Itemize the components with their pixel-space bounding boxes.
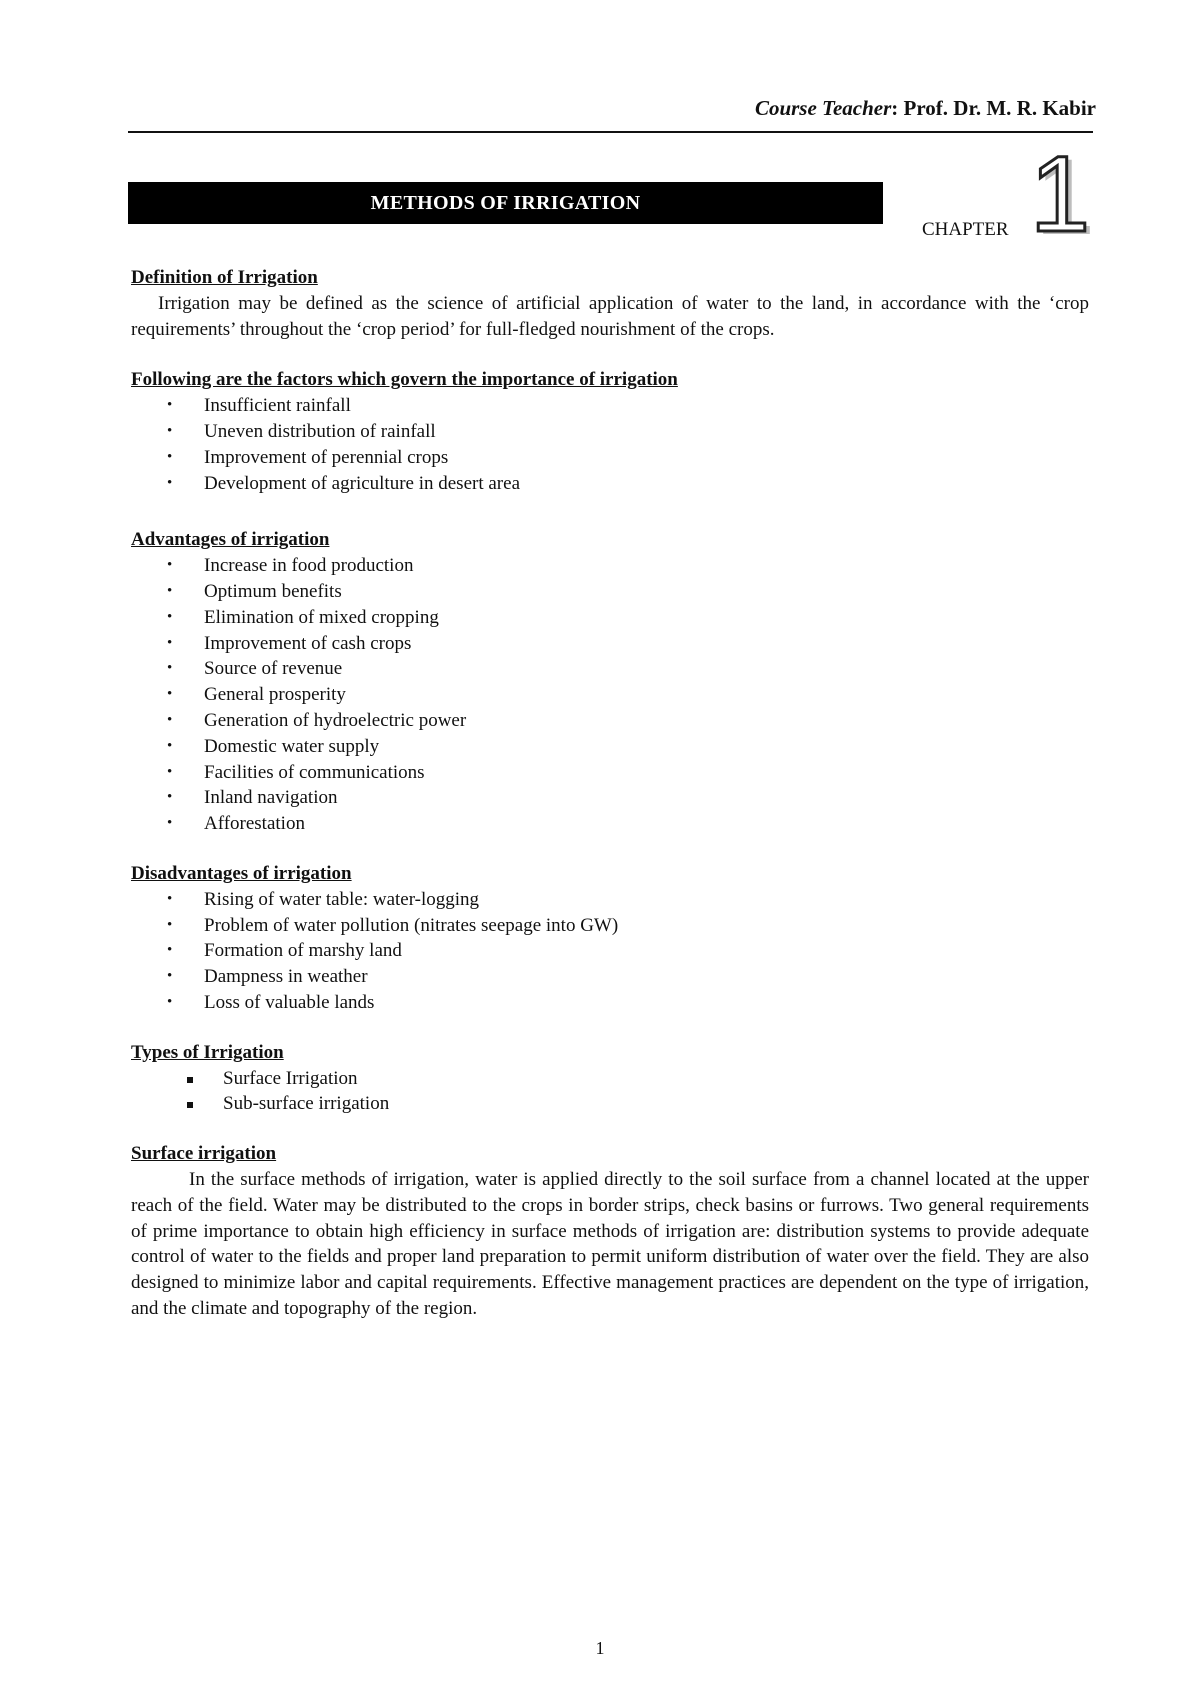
advantages-list bbox=[131, 553, 1089, 837]
course-teacher-separator: : bbox=[891, 96, 904, 120]
list-item: • Rising of water table: water-logging bbox=[131, 887, 1089, 913]
section-heading: Types of Irrigation bbox=[131, 1041, 284, 1063]
section-spacer bbox=[131, 1016, 1089, 1040]
list-item: • Optimum benefits bbox=[131, 579, 1089, 605]
section-factors bbox=[131, 367, 1089, 496]
list-item: • Loss of valuable lands bbox=[131, 990, 1089, 1016]
document-body bbox=[131, 265, 1089, 1322]
definition-paragraph: Irrigation may be defined as the science of artificial application of water to the land, in accordance with the ‘crop requirements’ throughout the ‘crop period’ for full-fledged nourishment of the crops. bbox=[131, 292, 1089, 340]
list-item: • Dampness in weather bbox=[131, 964, 1089, 990]
list-item: Surface Irrigation bbox=[131, 1066, 1089, 1092]
section-spacer bbox=[131, 342, 1089, 367]
page-number: 1 bbox=[595, 1638, 605, 1658]
chapter-number: 1 bbox=[1030, 133, 1091, 254]
types-list bbox=[131, 1066, 1089, 1118]
list-item: Sub-surface irrigation bbox=[131, 1091, 1089, 1117]
surface-irrigation-paragraph: In the surface methods of irrigation, water is applied directly to the soil surface from a channel located at the upper reach of the field. Water may be distributed to the crops in border strips, check basins or furrows. Two general requirements of prime importance to obtain high efficiency in surface methods of irrigation are: distribution systems to provide adequate control of water to the fields and proper land preparation to permit uniform distribution of water over the field. They are also designed to minimize labor and capital requirements. Effective management practices are dependent on the type of irrigation, and the climate and topography of the region. bbox=[131, 1168, 1089, 1319]
chapter-title-bar: METHODS OF IRRIGATION bbox=[128, 182, 883, 224]
course-teacher-name: Prof. Dr. M. R. Kabir bbox=[903, 96, 1096, 120]
list-item: • General prosperity bbox=[131, 682, 1089, 708]
section-spacer bbox=[131, 837, 1089, 861]
list-item: • Uneven distribution of rainfall bbox=[131, 419, 1089, 445]
list-item: • Generation of hydroelectric power bbox=[131, 708, 1089, 734]
section-definition bbox=[131, 265, 1089, 342]
list-item: • Source of revenue bbox=[131, 656, 1089, 682]
section-disadvantages bbox=[131, 861, 1089, 1016]
list-item: • Inland navigation bbox=[131, 785, 1089, 811]
list-item: • Facilities of communications bbox=[131, 760, 1089, 786]
list-item: • Problem of water pollution (nitrates seepage into GW) bbox=[131, 913, 1089, 939]
course-teacher-header bbox=[755, 96, 1096, 121]
list-item: • Improvement of perennial crops bbox=[131, 445, 1089, 471]
section-spacer bbox=[131, 1117, 1089, 1141]
section-heading: Definition of Irrigation bbox=[131, 267, 318, 288]
list-item: • Formation of marshy land bbox=[131, 938, 1089, 964]
section-types bbox=[131, 1040, 1089, 1117]
list-item: • Elimination of mixed cropping bbox=[131, 605, 1089, 631]
section-heading: Disadvantages of irrigation bbox=[131, 862, 352, 884]
course-teacher-label: Course Teacher bbox=[754, 96, 892, 120]
chapter-label: CHAPTER bbox=[922, 219, 1009, 240]
list-item: • Afforestation bbox=[131, 811, 1089, 837]
disadvantages-list bbox=[131, 887, 1089, 1016]
list-item: • Increase in food production bbox=[131, 553, 1089, 579]
list-item: • Improvement of cash crops bbox=[131, 631, 1089, 657]
list-item: • Domestic water supply bbox=[131, 734, 1089, 760]
section-spacer bbox=[131, 496, 1089, 527]
section-heading: Surface irrigation bbox=[131, 1143, 277, 1165]
list-item: • Insufficient rainfall bbox=[131, 393, 1089, 419]
factors-list bbox=[131, 393, 1089, 496]
section-heading: Advantages of irrigation bbox=[131, 529, 330, 551]
list-item: • Development of agriculture in desert area bbox=[131, 471, 1089, 497]
section-advantages bbox=[131, 527, 1089, 837]
section-surface-irrigation bbox=[131, 1141, 1089, 1322]
header-rule bbox=[128, 131, 1093, 133]
section-heading: Following are the factors which govern the importance of irrigation bbox=[131, 369, 678, 391]
